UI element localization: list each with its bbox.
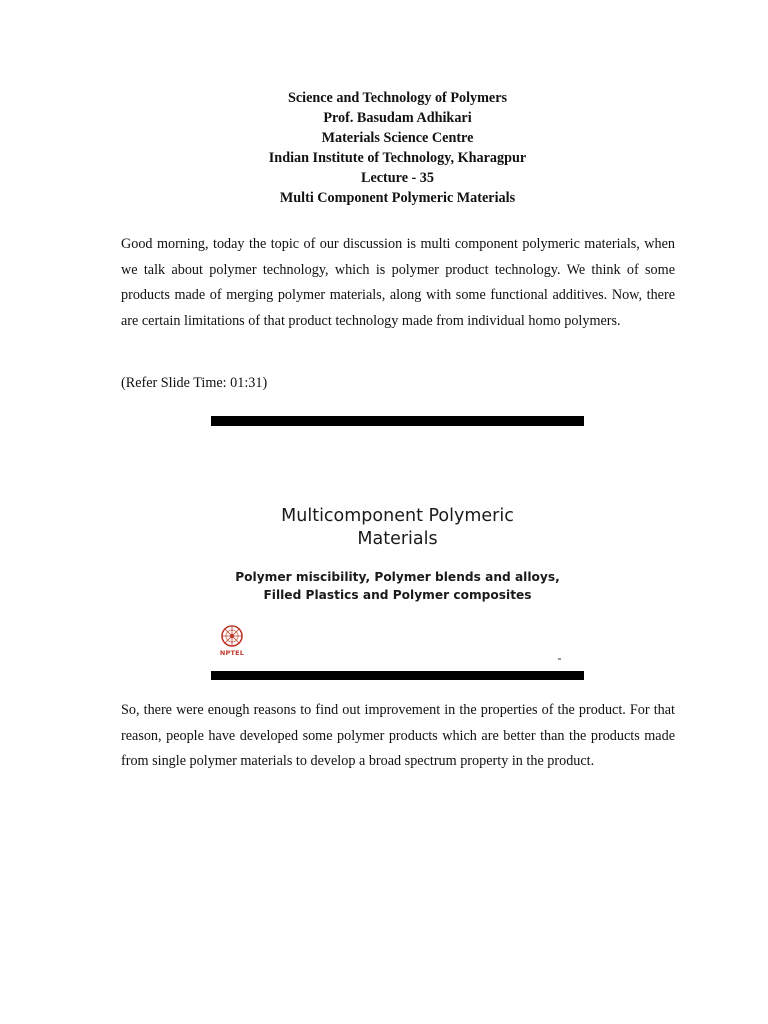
document-header: [0, 88, 768, 168]
lecture-number: Lecture - 35: [360, 170, 434, 186]
department-name: Materials Science Centre: [321, 130, 474, 146]
slide-subtitle-line-2: Filled Plastics and Polymer composites: [263, 588, 532, 602]
slide-title-line-2: Materials: [357, 529, 438, 549]
nptel-logo-icon: [219, 623, 245, 663]
slide-bottom-bar: [211, 671, 584, 680]
slide-number-mark: [558, 658, 561, 660]
slide-top-bar: [211, 416, 584, 426]
professor-name: Prof. Basudam Adhikari: [323, 110, 472, 126]
after-slide-paragraph: So, there were enough reasons to find out improvement in the properties of the product. For that reason, people have developed some polymer products which are better than the products made from single polymer materials to develop a broad spectrum property in the product.: [121, 702, 675, 769]
slide-subtitle: [211, 568, 584, 604]
course-title: Science and Technology of Polymers: [287, 90, 508, 106]
lecture-title: Multi Component Polymeric Materials: [279, 190, 516, 206]
slide-subtitle-line-1: Polymer miscibility, Polymer blends and alloys,: [235, 570, 560, 584]
institute-name: Indian Institute of Technology, Kharagpur: [268, 150, 527, 166]
slide-title-line-1: Multicomponent Polymeric: [281, 506, 514, 526]
nptel-wheel-icon: [219, 623, 245, 649]
refer-slide-time: (Refer Slide Time: 01:31): [121, 375, 268, 391]
intro-paragraph: Good morning, today the topic of our discussion is multi component polymeric materials, when we talk about polymer technology, which is polymer product technology. We think of some products made of merging polymer materials, along with some functional additives. Now, there are certain limitations of that product technology made from individual homo polymers.: [121, 236, 675, 329]
slide-title: [211, 505, 584, 551]
lecture-slide: [211, 416, 584, 680]
nptel-logo-text: NPTEL: [219, 649, 245, 657]
lecture-heading: [0, 168, 768, 208]
